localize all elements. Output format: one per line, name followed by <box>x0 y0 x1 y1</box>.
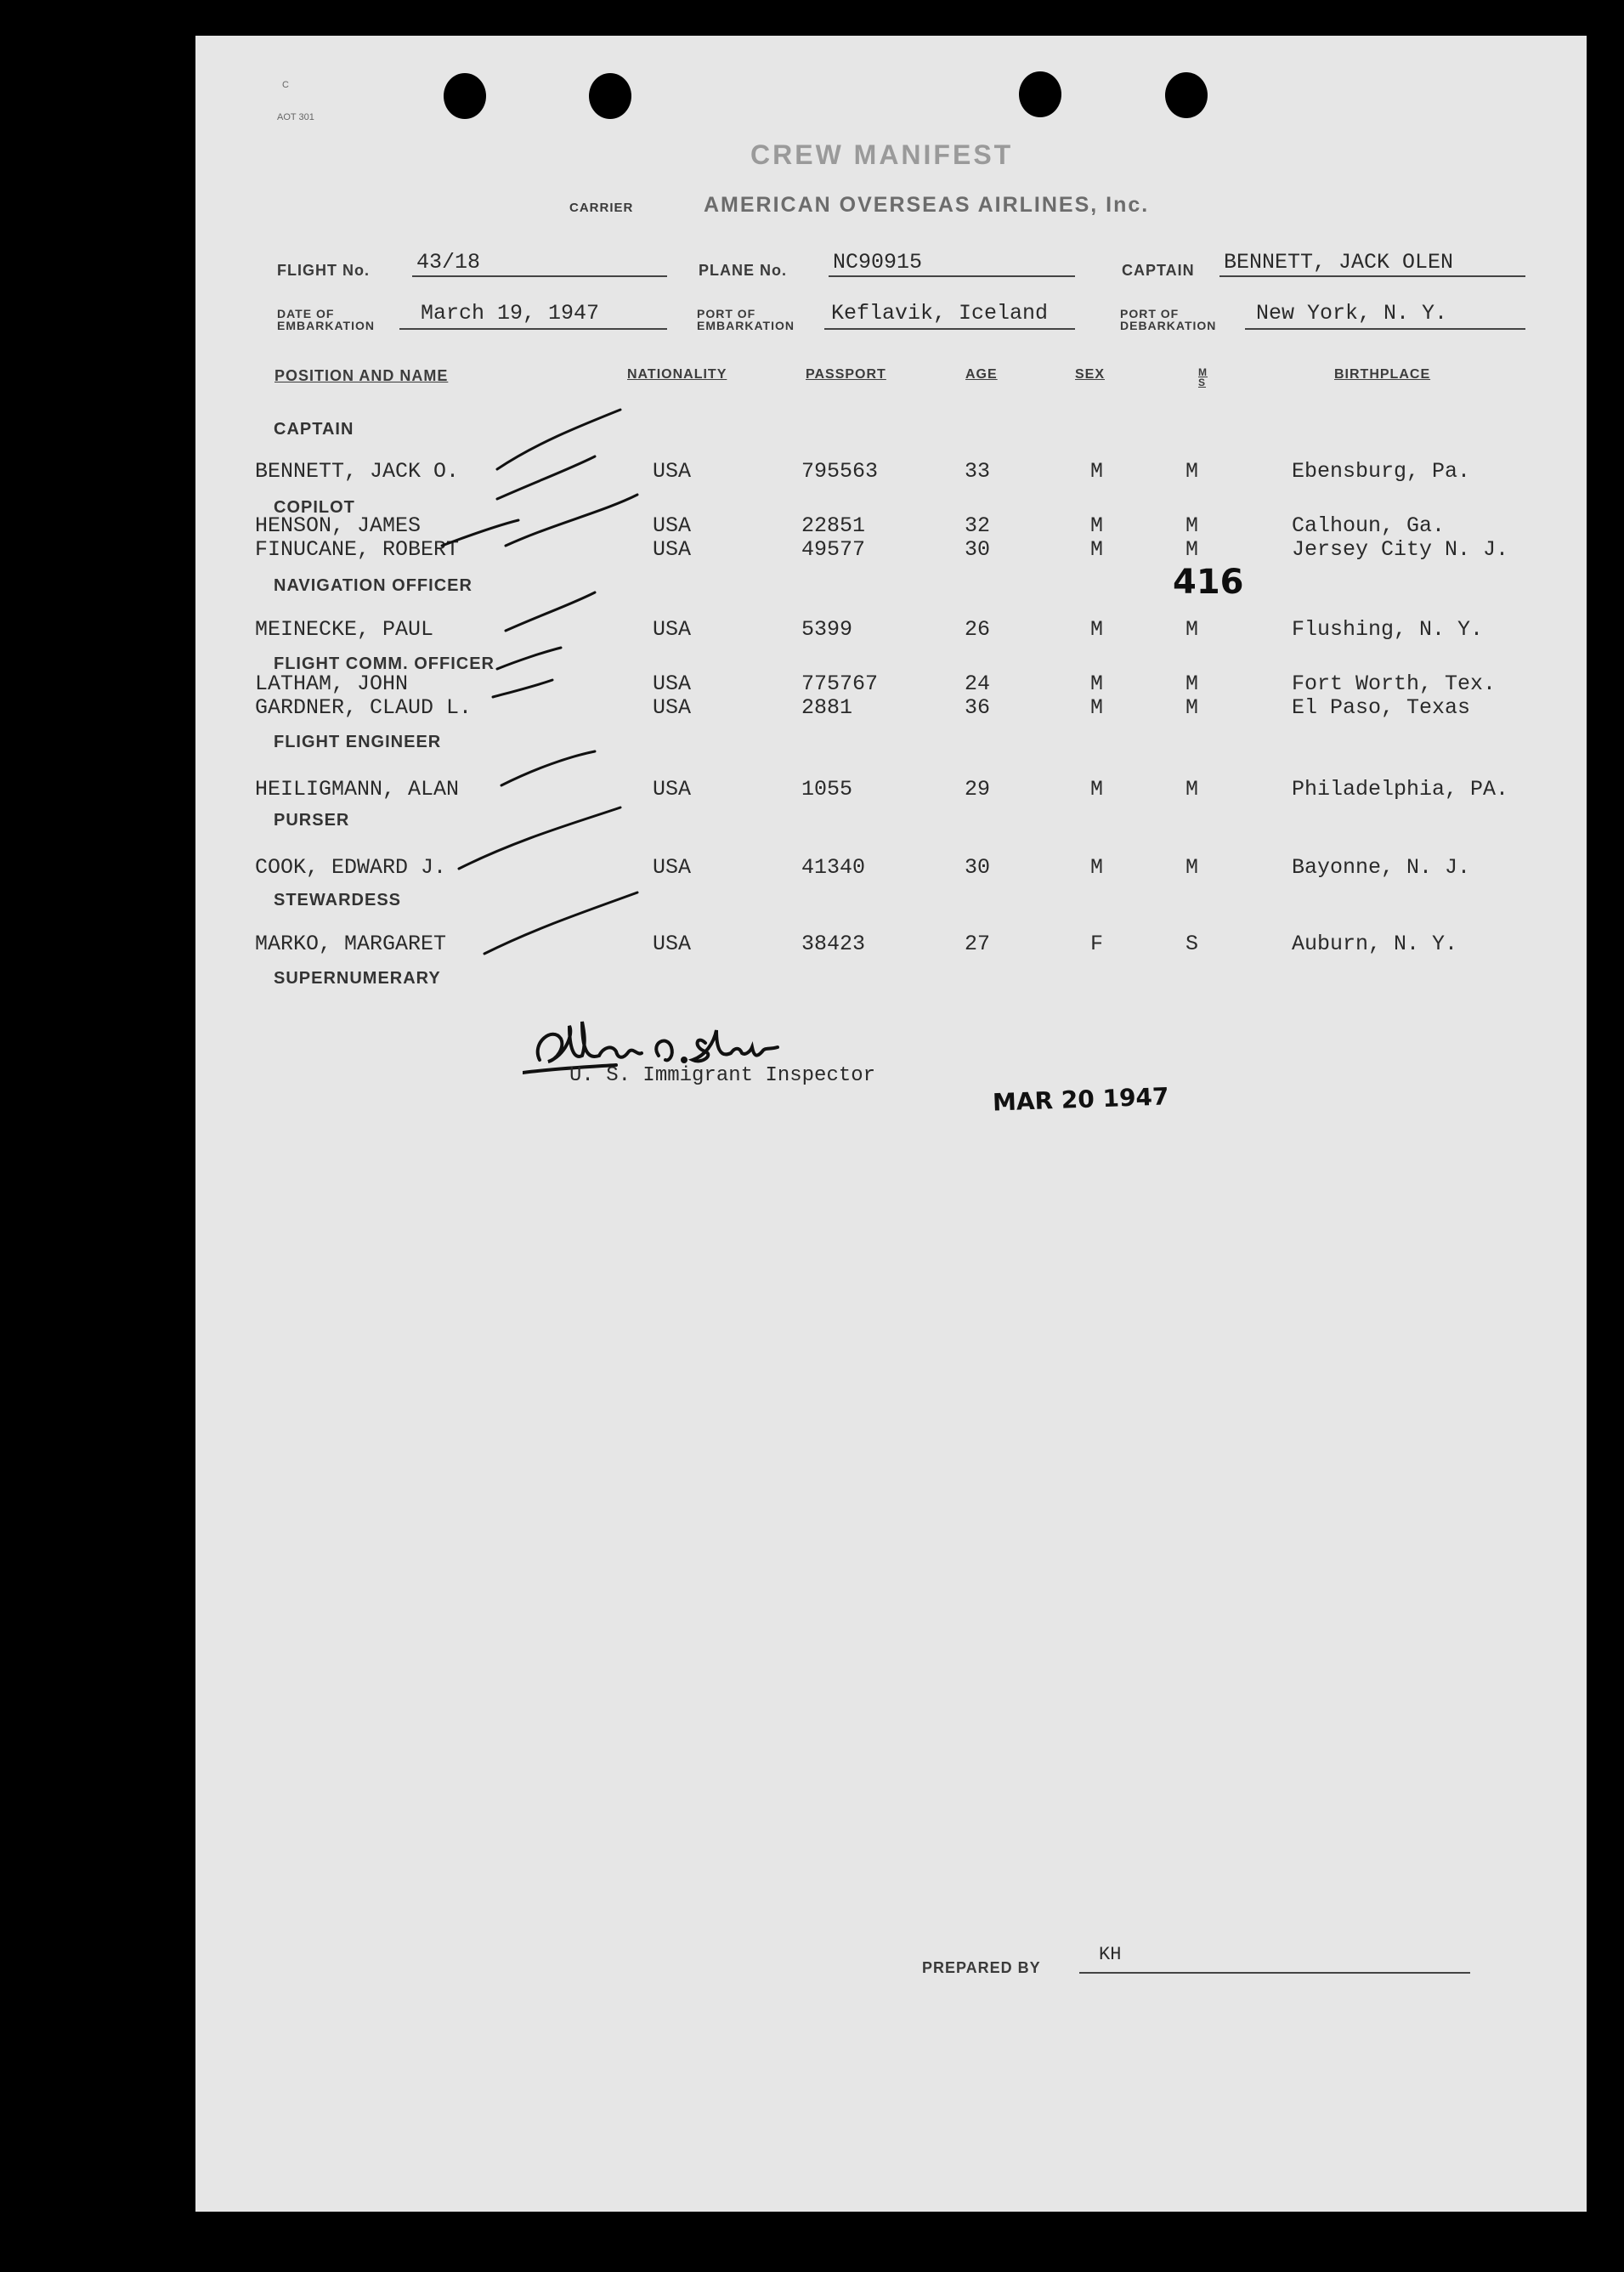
prepared-by: KH <box>1099 1944 1122 1965</box>
crew-age: 26 <box>965 617 991 642</box>
section-captain: CAPTAIN <box>274 420 354 439</box>
crew-marital: S <box>1185 932 1199 956</box>
crew-passport: 5399 <box>801 617 853 642</box>
crew-marital: M <box>1185 617 1199 642</box>
crew-sex: M <box>1090 459 1104 484</box>
crew-passport: 38423 <box>801 932 866 956</box>
plane-number: NC90915 <box>833 250 923 275</box>
crew-age: 30 <box>965 537 991 562</box>
crew-nationality: USA <box>653 671 692 696</box>
crew-passport: 2881 <box>801 695 853 720</box>
crew-passport: 22851 <box>801 513 866 538</box>
crew-sex: M <box>1090 695 1104 720</box>
crew-passport: 795563 <box>801 459 879 484</box>
carrier-label: CARRIER <box>569 201 634 215</box>
crew-name: MEINECKE, PAUL <box>255 617 434 642</box>
header-position-name: POSITION AND NAME <box>274 367 449 384</box>
crew-name: FINUCANE, ROBERT <box>255 537 460 562</box>
crew-marital: M <box>1185 537 1199 562</box>
crew-nationality: USA <box>653 617 692 642</box>
header-birthplace: BIRTHPLACE <box>1334 367 1431 382</box>
crew-name: LATHAM, JOHN <box>255 671 409 696</box>
header-age: AGE <box>965 367 998 382</box>
crew-age: 27 <box>965 932 991 956</box>
plane-label: PLANE No. <box>699 262 788 279</box>
check-marks <box>195 36 1587 1141</box>
crew-passport: 1055 <box>801 777 853 802</box>
port-debarkation-label: PORT OF DEBARKATION <box>1120 307 1217 332</box>
crew-name: BENNETT, JACK O. <box>255 459 460 484</box>
crew-age: 29 <box>965 777 991 802</box>
port-embarkation-label: PORT OF EMBARKATION <box>697 307 795 332</box>
section-purser: PURSER <box>274 811 350 830</box>
crew-nationality: USA <box>653 537 692 562</box>
port-embarkation: Keflavik, Iceland <box>831 301 1049 326</box>
section-navigation: NAVIGATION OFFICER <box>274 576 472 595</box>
crew-birthplace: Jersey City N. J. <box>1292 537 1509 562</box>
flight-number: 43/18 <box>416 250 481 275</box>
crew-name: GARDNER, CLAUD L. <box>255 695 472 720</box>
crew-sex: M <box>1090 617 1104 642</box>
crew-sex: M <box>1090 855 1104 880</box>
header-marital: M S <box>1198 366 1208 388</box>
captain-label: CAPTAIN <box>1122 262 1195 279</box>
header-nationality: NATIONALITY <box>627 367 727 382</box>
crew-sex: M <box>1090 777 1104 802</box>
crew-marital: M <box>1185 777 1199 802</box>
crew-marital: M <box>1185 855 1199 880</box>
crew-name: HEILIGMANN, ALAN <box>255 777 460 802</box>
crew-passport: 775767 <box>801 671 879 696</box>
inspector-title: U. S. Immigrant Inspector <box>569 1064 876 1087</box>
manifest-sheet <box>195 36 1587 2212</box>
crew-birthplace: Philadelphia, PA. <box>1292 777 1509 802</box>
captain-name: BENNETT, JACK OLEN <box>1224 250 1454 275</box>
crew-nationality: USA <box>653 855 692 880</box>
crew-nationality: USA <box>653 932 692 956</box>
crew-name: MARKO, MARGARET <box>255 932 447 956</box>
header-sex: SEX <box>1075 367 1106 382</box>
section-stewardess: STEWARDESS <box>274 891 402 909</box>
form-mark: C <box>282 80 289 90</box>
crew-name: COOK, EDWARD J. <box>255 855 447 880</box>
prepared-by-label: PREPARED BY <box>922 1959 1041 1976</box>
crew-birthplace: El Paso, Texas <box>1292 695 1471 720</box>
crew-sex: F <box>1090 932 1104 956</box>
crew-sex: M <box>1090 537 1104 562</box>
crew-marital: M <box>1185 513 1199 538</box>
crew-marital: M <box>1185 459 1199 484</box>
crew-nationality: USA <box>653 513 692 538</box>
flight-label: FLIGHT No. <box>277 262 370 279</box>
crew-birthplace: Flushing, N. Y. <box>1292 617 1484 642</box>
crew-age: 36 <box>965 695 991 720</box>
crew-passport: 49577 <box>801 537 866 562</box>
crew-nationality: USA <box>653 777 692 802</box>
header-passport: PASSPORT <box>806 367 886 382</box>
crew-age: 32 <box>965 513 991 538</box>
crew-age: 24 <box>965 671 991 696</box>
crew-marital: M <box>1185 695 1199 720</box>
crew-nationality: USA <box>653 459 692 484</box>
crew-sex: M <box>1090 671 1104 696</box>
section-comm-officer: FLIGHT COMM. OFFICER <box>274 654 495 673</box>
port-debarkation: New York, N. Y. <box>1256 301 1448 326</box>
crew-birthplace: Ebensburg, Pa. <box>1292 459 1471 484</box>
crew-name: HENSON, JAMES <box>255 513 422 538</box>
crew-birthplace: Fort Worth, Tex. <box>1292 671 1497 696</box>
crew-marital: M <box>1185 671 1199 696</box>
section-supernumerary: SUPERNUMERARY <box>274 969 441 988</box>
crew-sex: M <box>1090 513 1104 538</box>
section-copilot: COPILOT <box>274 498 355 517</box>
embarkation-date: March 19, 1947 <box>421 301 600 326</box>
carrier-name: AMERICAN OVERSEAS AIRLINES, Inc. <box>704 193 1150 217</box>
form-code: AOT 301 <box>277 112 314 122</box>
crew-birthplace: Calhoun, Ga. <box>1292 513 1446 538</box>
document-title: CREW MANIFEST <box>750 139 1014 170</box>
section-engineer: FLIGHT ENGINEER <box>274 733 442 751</box>
crew-passport: 41340 <box>801 855 866 880</box>
crew-nationality: USA <box>653 695 692 720</box>
page-number: 416 <box>1173 563 1244 602</box>
crew-birthplace: Auburn, N. Y. <box>1292 932 1458 956</box>
crew-birthplace: Bayonne, N. J. <box>1292 855 1471 880</box>
crew-age: 30 <box>965 855 991 880</box>
date-label: DATE OF EMBARKATION <box>277 307 375 332</box>
date-stamp: MAR 20 1947 <box>992 1082 1169 1117</box>
crew-age: 33 <box>965 459 991 484</box>
